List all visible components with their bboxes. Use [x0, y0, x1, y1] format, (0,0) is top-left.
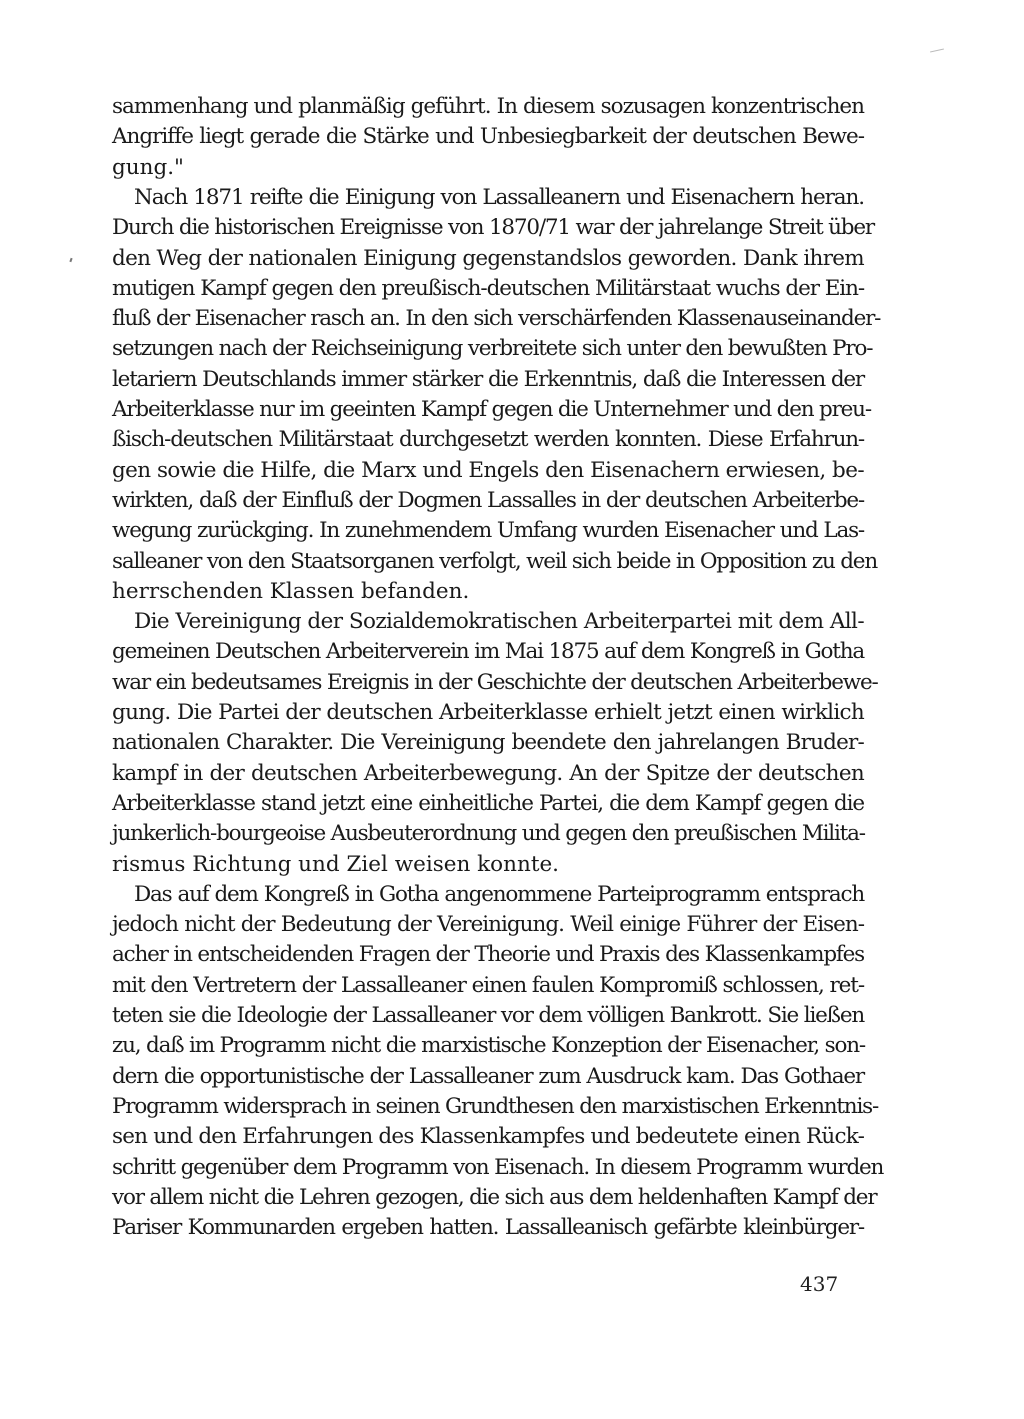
text-line: herrschenden Klassen befanden.	[112, 578, 470, 604]
paragraph-first-line: Das auf dem Kongreß in Gotha angenommene Parteiprogramm entsprach	[134, 881, 864, 907]
text-line: mutigen Kampf gegen den preußisch-deutschen Militärstaat wuchs der Ein-	[112, 275, 864, 301]
text-line: Angriffe liegt gerade die Stärke und Unbesiegbarkeit der deutschen Bewe-	[112, 124, 864, 150]
page-number: 437	[800, 1272, 839, 1296]
text-line: fluß der Eisenacher rasch an. In den sich verschärfenden Klassenauseinander-	[112, 306, 881, 332]
text-line: wirkten, daß der Einfluß der Dogmen Lassalles in der deutschen Arbeiterbe-	[112, 487, 864, 513]
text-line: gung. Die Partei der deutschen Arbeiterklasse erhielt jetzt einen wirklich	[112, 700, 864, 725]
text-line: junkerlich-bourgeoise Ausbeuterordnung und gegen den preußischen Milita-	[112, 821, 865, 847]
text-line: Arbeiterklasse nur im geeinten Kampf gegen die Unternehmer und den preu-	[112, 397, 871, 422]
text-line: war ein bedeutsames Ereignis in der Geschichte der deutschen Arbeiterbewe-	[112, 669, 878, 695]
text-line: nationalen Charakter. Die Vereinigung beendete den jahrelangen Bruder-	[112, 730, 864, 756]
text-line: setzungen nach der Reichseinigung verbreitete sich unter den bewußten Pro-	[112, 336, 873, 362]
text-line: den Weg der nationalen Einigung gegenstandslos geworden. Dank ihrem	[112, 245, 864, 271]
text-line: teten sie die Ideologie der Lassalleaner vor dem völligen Bankrott. Sie ließen	[112, 1003, 864, 1028]
text-line: sammenhang und planmäßig geführt. In diesem sozusagen konzentrischen	[112, 94, 864, 119]
text-line: acher in entscheidenden Fragen der Theorie und Praxis des Klassenkampfes	[112, 942, 864, 968]
text-line: vor allem nicht die Lehren gezogen, die sich aus dem heldenhaften Kampf der	[112, 1184, 877, 1210]
text-line: salleaner von den Staatsorganen verfolgt, weil sich beide in Opposition zu den	[112, 548, 877, 574]
text-line: zu, daß im Programm nicht die marxistische Konzeption der Eisenacher, son-	[112, 1033, 865, 1059]
text-line: Durch die historischen Ereignisse von 1870/71 war der jahrelange Streit über	[112, 215, 874, 241]
text-line: gen sowie die Hilfe, die Marx und Engels den Eisenachern erwiesen, be-	[112, 457, 864, 483]
text-line: sen und den Erfahrungen des Klassenkampfes und bedeutete einen Rück-	[112, 1124, 865, 1150]
paragraph-first-line: Die Vereinigung der Sozialdemokratischen Arbeiterpartei mit dem All-	[134, 609, 864, 635]
scan-mark	[69, 258, 72, 262]
text-line: Programm widersprach in seinen Grundthesen den marxistischen Erkenntnis-	[112, 1093, 879, 1119]
text-line: Pariser Kommunarden ergeben hatten. Lassalleanisch gefärbte kleinbürger-	[112, 1215, 864, 1241]
text-line: gung."	[112, 154, 184, 180]
text-line: letariern Deutschlands immer stärker die Erkenntnis, daß die Interessen der	[112, 366, 864, 392]
text-line: dern die opportunistische der Lassalleaner zum Ausdruck kam. Das Gothaer	[112, 1063, 864, 1089]
text-line: Arbeiterklasse stand jetzt eine einheitliche Partei, die dem Kampf gegen die	[112, 790, 864, 816]
text-line: schritt gegenüber dem Programm von Eisenach. In diesem Programm wurden	[112, 1154, 884, 1180]
text-line: jedoch nicht der Bedeutung der Vereinigung. Weil einige Führer der Eisen-	[112, 912, 864, 938]
paragraph-first-line: Nach 1871 reifte die Einigung von Lassalleanern und Eisenachern heran.	[134, 184, 864, 210]
text-line: rismus Richtung und Ziel weisen konnte.	[112, 851, 560, 877]
scan-mark	[930, 49, 944, 53]
text-line: mit den Vertretern der Lassalleaner einen faulen Kompromiß schlossen, ret-	[112, 972, 864, 998]
text-line: kampf in der deutschen Arbeiterbewegung. An der Spitze der deutschen	[112, 760, 864, 786]
text-line: gemeinen Deutschen Arbeiterverein im Mai 1875 auf dem Kongreß in Gotha	[112, 639, 864, 665]
text-line: ßisch-deutschen Militärstaat durchgesetzt werden konnten. Diese Erfahrun-	[112, 427, 864, 453]
text-line: wegung zurückging. In zunehmendem Umfang wurden Eisenacher und Las-	[112, 518, 864, 544]
